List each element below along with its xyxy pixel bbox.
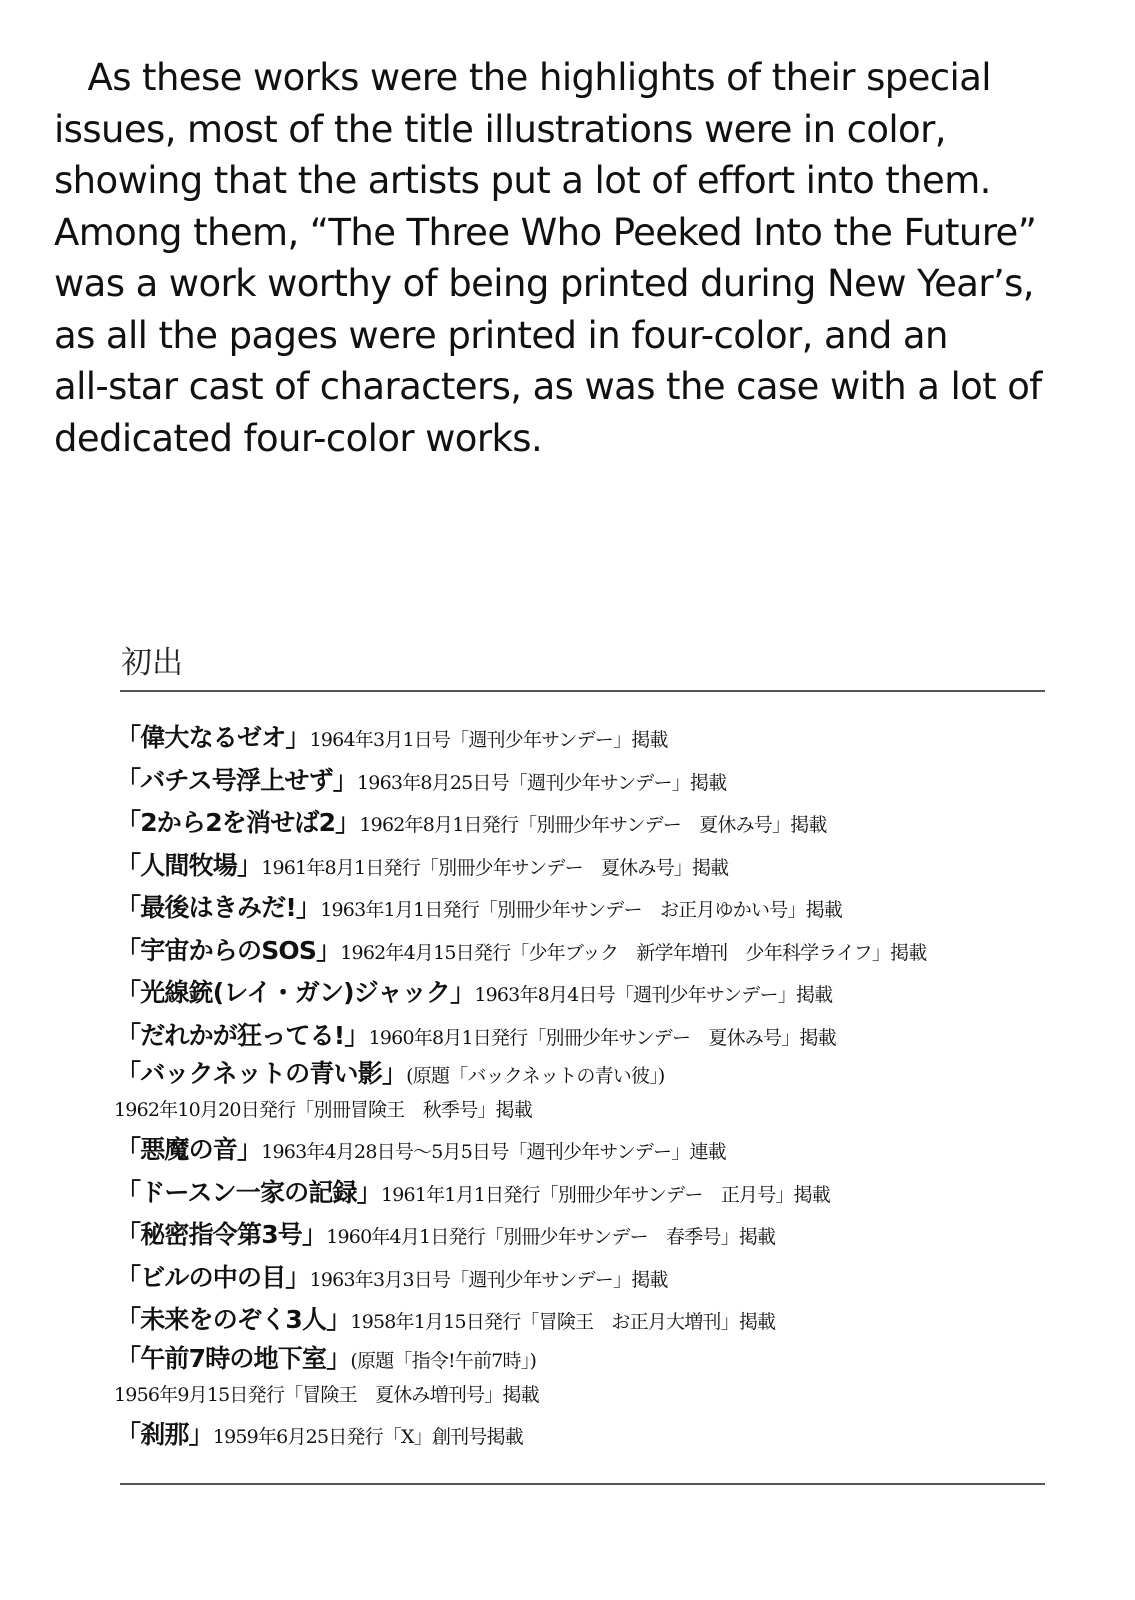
work-title: 「悪魔の音」 xyxy=(116,1135,262,1164)
publication-note: 1961年1月1日発行「別冊少年サンデー 正月号」掲載 xyxy=(380,1183,830,1206)
body-paragraph xyxy=(54,52,1094,464)
paragraph-line: issues, most of the title illustrations were in color, xyxy=(54,107,946,151)
publication-note: 1963年1月1日発行「別冊少年サンデー お正月ゆかい号」掲載 xyxy=(320,899,842,921)
work-title: 「だれかが狂ってる!」 xyxy=(116,1020,369,1050)
work-title: 「最後はきみだ!」 xyxy=(116,893,321,922)
work-title: 「バックネットの青い影」 xyxy=(116,1059,407,1088)
work-title: 「人間牧場」 xyxy=(116,850,262,880)
paragraph-line: dedicated four-color works. xyxy=(54,416,543,460)
publication-note: 1964年3月1日号「週刊少年サンデー」掲載 xyxy=(309,729,668,751)
list-item xyxy=(116,930,1045,973)
work-title: 「未来をのぞく3人」 xyxy=(116,1305,351,1334)
list-item xyxy=(116,802,1045,845)
publication-note: 1958年1月15日発行「冒険王 お正月大増刊」掲載 xyxy=(350,1311,776,1333)
top-divider xyxy=(120,690,1045,692)
publication-note: 1960年8月1日発行「別冊少年サンデー 夏休み号」掲載 xyxy=(368,1026,836,1049)
list-item xyxy=(116,972,1045,1015)
publication-note: 1962年10月20日発行「別冊冒険王 秋季号」掲載 xyxy=(114,1099,532,1121)
work-title: 「偉大なるゼオ」 xyxy=(116,723,310,752)
original-title-note: (原題「指令!午前7時」) xyxy=(350,1349,537,1372)
publication-list xyxy=(114,717,1045,1456)
list-item xyxy=(116,717,1045,760)
publication-note: 1962年8月1日発行「別冊少年サンデー 夏休み号」掲載 xyxy=(359,814,827,836)
publication-note: 1963年8月4日号「週刊少年サンデー」掲載 xyxy=(474,984,833,1006)
list-item xyxy=(116,1015,1045,1058)
work-title: 「宇宙からのSOS」 xyxy=(116,935,341,965)
work-title: 「秘密指令第3号」 xyxy=(116,1220,327,1249)
paragraph-line: as all the pages were printed in four-color, and an xyxy=(54,313,948,357)
publication-note: 1963年3月3日号「週刊少年サンデー」掲載 xyxy=(309,1268,668,1291)
list-item xyxy=(116,1414,1045,1457)
work-title: 「光線銃(レイ・ガン)ジャック」 xyxy=(116,978,475,1007)
publication-note: 1959年6月25日発行「X」創刊号掲載 xyxy=(212,1425,523,1448)
list-item xyxy=(114,1342,1045,1414)
publication-note: 1962年4月15日発行「少年ブック 新学年増刊 少年科学ライフ」掲載 xyxy=(340,941,927,964)
publication-note: 1956年9月15日発行「冒険王 夏休み増刊号」掲載 xyxy=(114,1383,539,1406)
list-item xyxy=(116,887,1045,930)
bottom-divider xyxy=(120,1483,1045,1485)
publication-note: 1963年8月25日号「週刊少年サンデー」掲載 xyxy=(357,771,727,794)
list-item xyxy=(116,1214,1045,1257)
work-title: 「ドースン一家の記録」 xyxy=(116,1177,381,1207)
work-title: 「刹那」 xyxy=(116,1419,213,1449)
work-title: 「2から2を消せば2」 xyxy=(116,808,360,837)
list-item xyxy=(116,760,1045,803)
work-title: 「バチス号浮上せず」 xyxy=(116,765,358,795)
first-publication-section xyxy=(114,640,1045,1485)
list-item xyxy=(116,1257,1045,1300)
section-heading: 初出 xyxy=(121,645,183,681)
list-item xyxy=(116,845,1045,888)
work-title: 「午前7時の地下室」 xyxy=(116,1343,351,1373)
work-title: 「ビルの中の目」 xyxy=(116,1262,310,1292)
paragraph-line: was a work worthy of being printed during New Year’s, xyxy=(54,262,1034,305)
publication-note: 1963年4月28日号〜5月5日号「週刊少年サンデー」連載 xyxy=(261,1141,726,1163)
paragraph-line: As these works were the highlights of their special xyxy=(54,56,991,99)
paragraph-line: showing that the artists put a lot of effort into them. xyxy=(54,159,991,202)
list-item xyxy=(116,1172,1045,1215)
list-item xyxy=(116,1129,1045,1172)
original-title-note: (原題「バックネットの青い彼」) xyxy=(406,1065,665,1087)
publication-note: 1960年4月1日発行「別冊少年サンデー 春季号」掲載 xyxy=(326,1226,776,1248)
publication-note: 1961年8月1日発行「別冊少年サンデー 夏休み号」掲載 xyxy=(261,856,729,879)
list-item xyxy=(116,1299,1045,1342)
paragraph-line: Among them, “The Three Who Peeked Into the Future” xyxy=(54,210,1037,254)
list-item xyxy=(114,1057,1045,1129)
paragraph-line: all-star cast of characters, as was the case with a lot of xyxy=(54,365,1042,408)
